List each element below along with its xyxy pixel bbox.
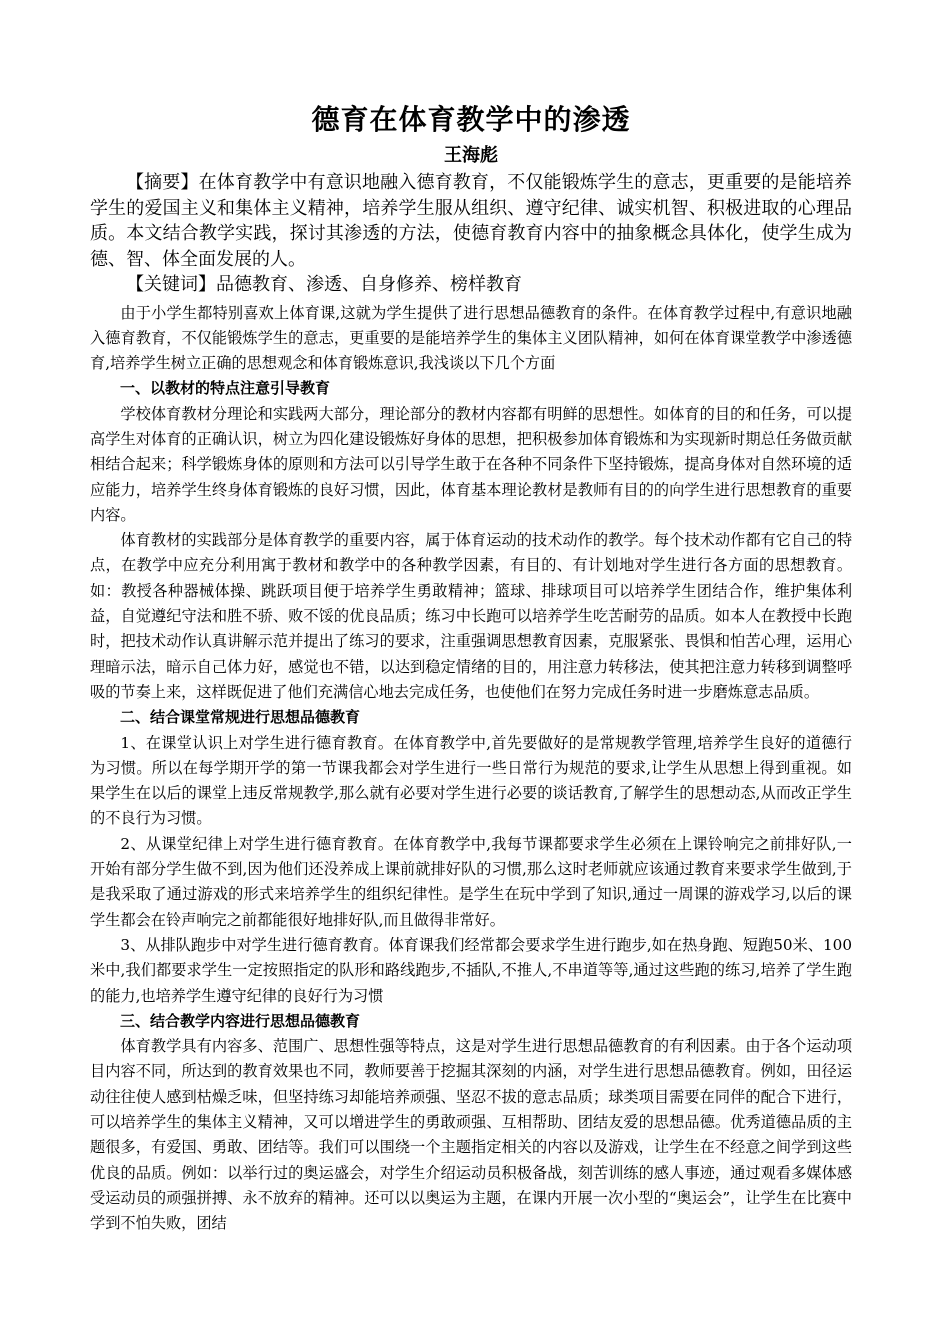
keywords: 【关键词】品德教育、渗透、自身修养、榜样教育 bbox=[126, 274, 522, 295]
body-paragraph: 2、从课堂纪律上对学生进行德育教育。在体育教学中,我每节课都要求学生必须在上课铃响完之前排好队,一开始有部分学生做不到,因为他们还没养成上课前就排好队的习惯,那么这时老师就应该通过教育来要求学生做到,于是我采取了通过游戏的形式来培养学生的组织纪律性。是学生在玩中学到了知识,通过一周课的游戏学习,以后的课学生都会在铃声响完之前都能很好地排好队,而且做得非常好。 bbox=[90, 834, 852, 929]
body-paragraph: 1、在课堂认识上对学生进行德育教育。在体育教学中,首先要做好的是常规教学管理,培养学生良好的道德行为习惯。所以在每学期开学的第一节课我都会对学生进行一些日常行为规范的要求,让学生从思想上得到重视。如果学生在以后的课堂上违反常规教学,那么就有必要对学生进行必要的谈话教育,了解学生的思想动态,从而改正学生的不良行为习惯。 bbox=[90, 733, 852, 828]
body-paragraph: 体育教学具有内容多、范围广、思想性强等特点，这是对学生进行思想品德教育的有利因素。由于各个运动项目内容不同，所达到的教育效果也不同，教师要善于挖掘其深刻的内涵，对学生进行思想品德教育。例如，田径运动往往使人感到枯燥乏味，但坚持练习却能培养顽强、坚忍不拔的意志品质；球类项目需要在同伴的配合下进行，可以培养学生的集体主义精神，又可以增进学生的勇敢顽强、互相帮助、团结友爱的思想品德。优秀道德品质的主题很多，有爱国、勇敢、团结等。我们可以围绕一个主题指定相关的内容以及游戏，让学生在不经意之间学到这些优良的品质。例如：以举行过的奥运盛会，对学生介绍运动员积极备战，刻苦训练的感人事迹，通过观看多媒体感受运动员的顽强拼搏、永不放弃的精神。还可以以奥运为主题，在课内开展一次小型的“奥运会”，让学生在比赛中学到不怕失败，团结 bbox=[90, 1037, 852, 1233]
author-name: 王海彪 bbox=[444, 145, 498, 166]
body-paragraph: 3、从排队跑步中对学生进行德育教育。体育课我们经常都会要求学生进行跑步,如在热身跑、短跑50米、100米中,我们都要求学生一定按照指定的队形和路线跑步,不插队,不推人,不串道等等,通过这些跑的练习,培养了学生跑的能力,也培养学生遵守纪律的良好行为习惯 bbox=[90, 935, 852, 1005]
intro-paragraph: 由于小学生都特别喜欢上体育课,这就为学生提供了进行思想品德教育的条件。在体育教学过程中,有意识地融入德育教育，不仅能锻炼学生的意志，更重要的是能培养学生的集体主义团队精神，如何在体育课堂教学中渗透德育,培养学生树立正确的思想观念和体育锻炼意识,我浅谈以下几个方面 bbox=[90, 303, 852, 373]
section-1 bbox=[90, 376, 852, 705]
section-heading: 三、结合教学内容进行思想品德教育 bbox=[120, 1011, 361, 1030]
section-2 bbox=[90, 705, 852, 1009]
document-title: 德育在体育教学中的渗透 bbox=[311, 103, 631, 136]
body-paragraph: 学校体育教材分理论和实践两大部分，理论部分的教材内容都有明鲜的思想性。如体育的目的和任务，可以提高学生对体育的正确认识，树立为四化建设锻炼好身体的思想，把积极参加体育锻炼和为实现新时期总任务做贡献相结合起来；科学锻炼身体的原则和方法可以引导学生敢于在各种不同条件下坚持锻炼，提高身体对自然环境的适应能力，培养学生终身体育锻炼的良好习惯，因此，体育基本理论教材是教师有目的的向学生进行思想教育的重要内容。 bbox=[90, 404, 852, 524]
document-page bbox=[90, 100, 852, 1236]
abstract: 【摘要】在体育教学中有意识地融入德育教育，不仅能锻炼学生的意志，更重要的是能培养学生的爱国主义和集体主义精神，培养学生服从组织、遵守纪律、诚实机智、积极进取的心理品质。本文结合教学实践，探讨其渗透的方法，使德育教育内容中的抽象概念具体化，使学生成为德、智、体全面发展的人。 bbox=[90, 172, 852, 270]
section-heading: 二、结合课堂常规进行思想品德教育 bbox=[120, 708, 361, 727]
section-heading: 一、以教材的特点注意引导教育 bbox=[120, 379, 331, 398]
body-paragraph: 体育教材的实践部分是体育教学的重要内容，属于体育运动的技术动作的教学。每个技术动作都有它自己的特点，在教学中应充分利用寓于教材和教学中的各种教学因素，有目的、有计划地对学生进行各方面的思想教育。如：教授各种器械体操、跳跃项目便于培养学生勇敢精神；篮球、排球项目可以培养学生团结合作，维护集体利益，自觉遵纪守法和胜不骄、败不馁的优良品质；练习中长跑可以培养学生吃苦耐劳的品质。如本人在教授中长跑时，把技术动作认真讲解示范并提出了练习的要求，注重强调思想教育因素，克服紧张、畏惧和怕苦心理，运用心理暗示法，暗示自己体力好，感觉也不错，以达到稳定情绪的目的，用注意力转移法，使其把注意力转移到调整呼吸的节奏上来，这样既促进了他们充满信心地去完成任务，也使他们在努力完成任务时进一步磨炼意志品质。 bbox=[90, 531, 852, 701]
section-3 bbox=[90, 1009, 852, 1237]
